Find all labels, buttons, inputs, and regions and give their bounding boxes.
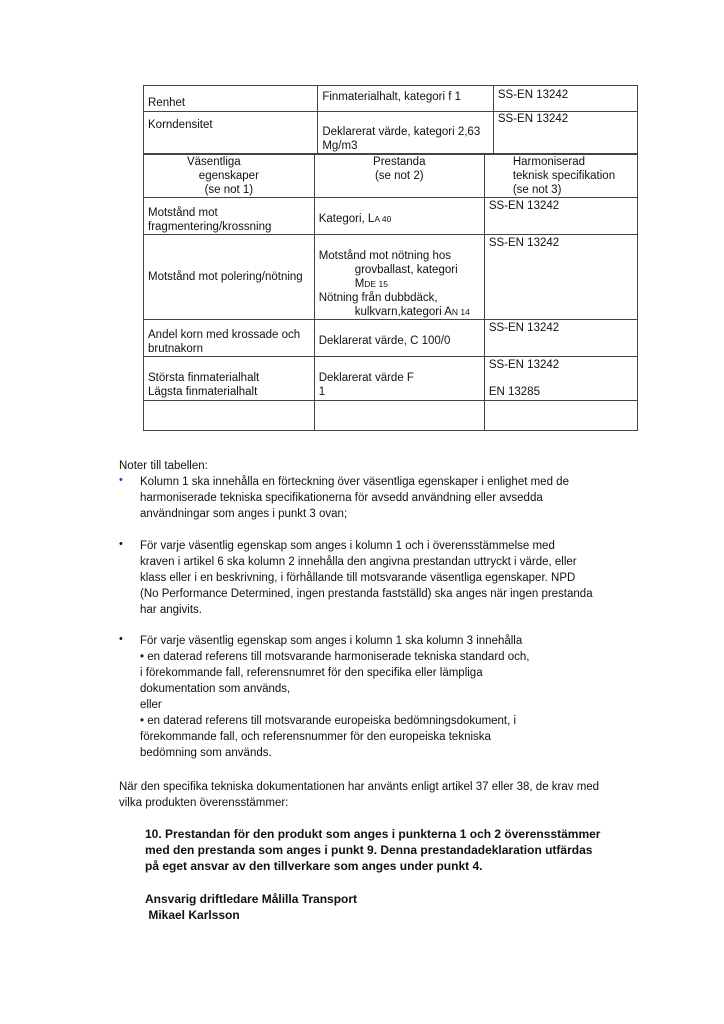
notes-closing: När den specifika tekniska dokumentationen har använts enligt artikel 37 eller 38, de krav med vilka produkten överensstämmer: bbox=[119, 781, 600, 809]
header-cell: Väsentliga egenskaper (se not 1) bbox=[144, 155, 315, 198]
table-row bbox=[144, 320, 638, 357]
cell: Motstånd mot fragmentering/krossning bbox=[144, 198, 315, 235]
table-header-row bbox=[144, 155, 638, 198]
header-cell: Harmoniserad teknisk specifikation (se not 3) bbox=[484, 155, 637, 198]
table-row bbox=[144, 86, 638, 112]
cell: Renhet bbox=[144, 86, 318, 112]
cell: Deklarerat värde, C 100/0 bbox=[314, 320, 484, 357]
cell: Deklarerat värde, kategori 2,63 Mg/m3 bbox=[318, 112, 494, 154]
table-row-empty bbox=[144, 401, 638, 431]
signature-role: Ansvarig driftledare Målilla Transport bbox=[145, 892, 358, 906]
note-bullet-2: För varje väsentlig egenskap som anges i kolumn 1 och i överensstämmelse med kraven i artikel 6 ska kolumn 2 innehålla den angivna prestandan uttryckt i värde, eller klass eller i en beskrivning, i förhållande till motsvarande väsentliga egenskaper. NPD (No Performance Determined, ingen prestanda fastställd) ska anges när ingen prestanda har angivits. bbox=[140, 540, 593, 616]
cell: SS-EN 13242 EN 13285 bbox=[484, 357, 637, 401]
bullet: • bbox=[119, 474, 123, 486]
cell: SS-EN 13242 bbox=[484, 320, 637, 357]
table-row bbox=[144, 235, 638, 320]
cell: Andel korn med krossade och brutnakorn bbox=[144, 320, 315, 357]
table-row bbox=[144, 357, 638, 401]
notes-heading: Noter till tabellen: bbox=[119, 460, 208, 472]
cell: Finmaterialhalt, kategori f 1 bbox=[318, 86, 494, 112]
cell: SS-EN 13242 bbox=[493, 86, 637, 112]
table-upper bbox=[143, 85, 638, 154]
section-10: 10. Prestandan för den produkt som anges i punkterna 1 och 2 överensstämmer med den prestanda som anges i punkt 9. Denna prestandadeklaration utfärdas på eget ansvar av den tillverkare som anges under punkt 4. bbox=[145, 827, 601, 873]
cell: Största finmaterialhalt Lägsta finmaterialhalt bbox=[144, 357, 315, 401]
signature-name: Mikael Karlsson bbox=[145, 908, 240, 922]
table-row bbox=[144, 112, 638, 154]
cell: SS-EN 13242 bbox=[484, 235, 637, 320]
cell: Deklarerat värde F 1 bbox=[314, 357, 484, 401]
bullet: • bbox=[119, 633, 123, 645]
signature-block bbox=[145, 891, 357, 923]
note-bullet-3: För varje väsentlig egenskap som anges i kolumn 1 ska kolumn 3 innehålla • en daterad referens till motsvarande harmoniserade tekniska standard och, i förekommande fall, referensnumret för den specifika eller lämpliga dokumentation som används, eller • en daterad referens till motsvarande europeiska bedömningsdokument, i förekommande fall, och referensnummer för den europeiska tekniska bedömning som används. bbox=[140, 635, 530, 759]
note-bullet-1: Kolumn 1 ska innehålla en förteckning över väsentliga egenskaper i enlighet med de harmoniserade tekniska specifikationerna för avsedd användning eller avsedda användningar som anges i punkt 3 ovan; bbox=[140, 476, 569, 520]
cell: SS-EN 13242 bbox=[484, 198, 637, 235]
bullet: • bbox=[119, 538, 123, 550]
cell: Korndensitet bbox=[144, 112, 318, 154]
table-properties bbox=[143, 154, 638, 431]
cell: Motstånd mot polering/nötning bbox=[144, 235, 315, 320]
table-row bbox=[144, 198, 638, 235]
cell: Kategori, LA 40 bbox=[314, 198, 484, 235]
cell: Motstånd mot nötning hos grovballast, kategori MDE 15 Nötning från dubbdäck, kulkvarn,kategori AN 14 bbox=[314, 235, 484, 320]
cell: SS-EN 13242 bbox=[493, 112, 637, 154]
header-cell: Prestanda (se not 2) bbox=[314, 155, 484, 198]
